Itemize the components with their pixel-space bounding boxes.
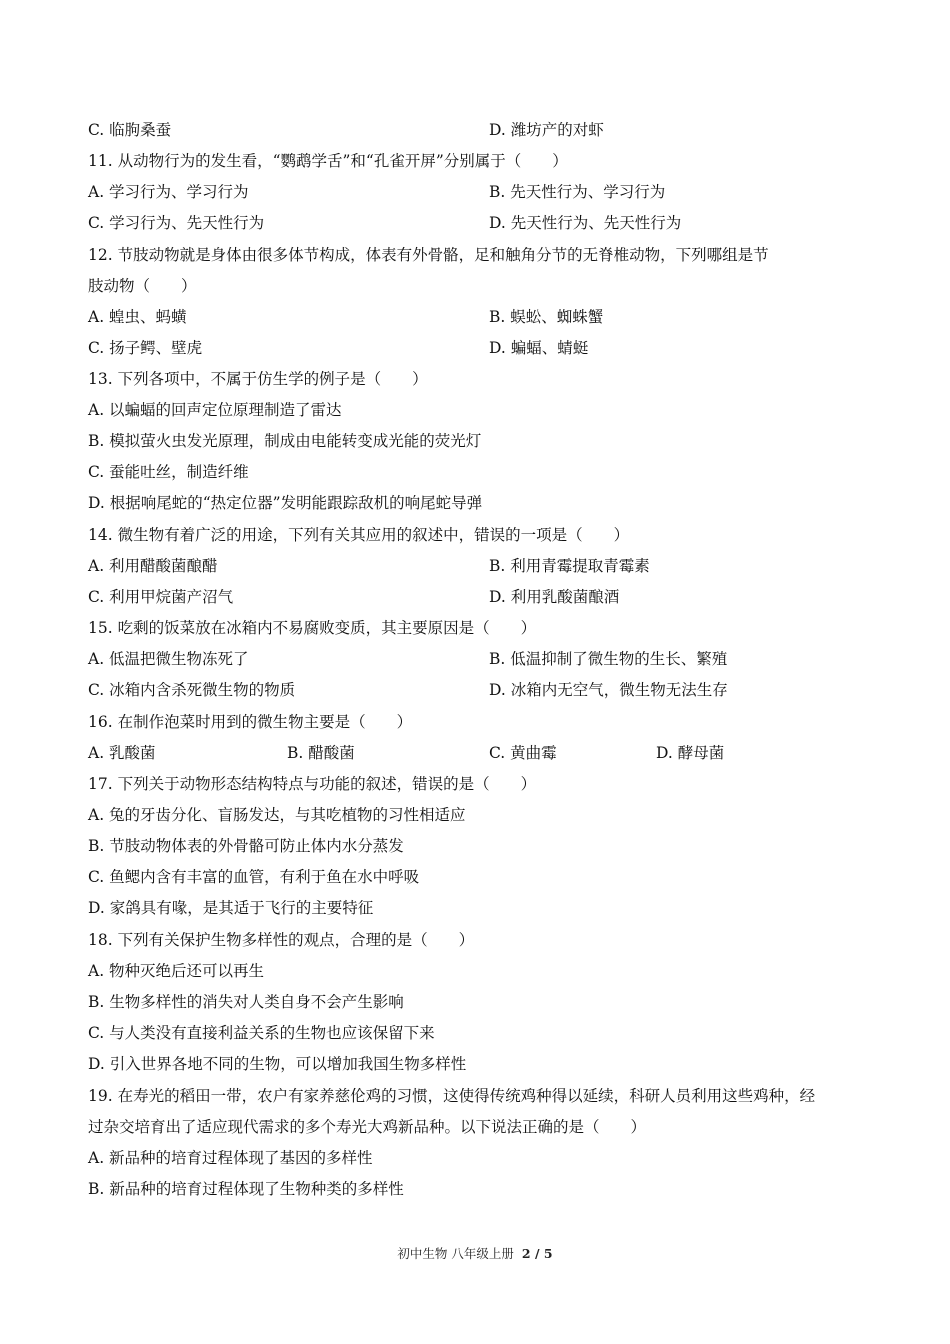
q15-option-d: D. 冰箱内无空气，微生物无法生存 <box>489 681 728 699</box>
q19-option-b: B. 新品种的培育过程体现了生物种类的多样性 <box>88 1180 404 1198</box>
q14-option-c: C. 利用甲烷菌产沼气 <box>88 588 234 606</box>
q13-option-d: D. 根据响尾蛇的“热定位器”发明能跟踪敌机的响尾蛇导弹 <box>88 494 483 512</box>
q13-stem: 13. 下列各项中，不属于仿生学的例子是（ ） <box>88 370 428 388</box>
q16-option-c: C. 黄曲霉 <box>489 744 557 762</box>
q10-option-c: C. 临朐桑蚕 <box>88 121 172 139</box>
q16-option-d: D. 酵母菌 <box>656 744 725 762</box>
q18-option-b: B. 生物多样性的消失对人类自身不会产生影响 <box>88 993 404 1011</box>
q15-option-c: C. 冰箱内含杀死微生物的物质 <box>88 681 296 699</box>
q13-option-b: B. 模拟萤火虫发光原理，制成由电能转变成光能的荧光灯 <box>88 432 482 450</box>
q16-option-b: B. 醋酸菌 <box>287 744 355 762</box>
q17-option-d: D. 家鸽具有喙，是其适于飞行的主要特征 <box>88 899 374 917</box>
q17-stem: 17. 下列关于动物形态结构特点与功能的叙述，错误的是（ ） <box>88 775 537 793</box>
q12-option-d: D. 蝙蝠、蜻蜓 <box>489 339 589 357</box>
q17-option-a: A. 兔的牙齿分化、盲肠发达，与其吃植物的习性相适应 <box>88 806 466 824</box>
q12-option-a: A. 蝗虫、蚂蟥 <box>88 308 187 326</box>
q12-stem-line1: 12. 节肢动物就是身体由很多体节构成，体表有外骨骼，足和触角分节的无脊椎动物，下列哪组是节 <box>88 246 769 264</box>
q18-option-a: A. 物种灭绝后还可以再生 <box>88 962 265 980</box>
q11-stem: 11. 从动物行为的发生看，“鹦鹉学舌”和“孔雀开屏”分别属于（ ） <box>88 152 568 170</box>
q15-stem: 15. 吃剩的饭菜放在冰箱内不易腐败变质，其主要原因是（ ） <box>88 619 537 637</box>
q18-option-c: C. 与人类没有直接利益关系的生物也应该保留下来 <box>88 1024 435 1042</box>
q12-option-c: C. 扬子鳄、壁虎 <box>88 339 203 357</box>
q17-option-c: C. 鱼鳃内含有丰富的血管，有利于鱼在水中呼吸 <box>88 868 420 886</box>
q15-option-b: B. 低温抑制了微生物的生长、繁殖 <box>489 650 728 668</box>
q15-option-a: A. 低温把微生物冻死了 <box>88 650 249 668</box>
q16-option-a: A. 乳酸菌 <box>88 744 156 762</box>
q11-option-c: C. 学习行为、先天性行为 <box>88 214 265 232</box>
q14-stem: 14. 微生物有着广泛的用途，下列有关其应用的叙述中，错误的一项是（ ） <box>88 526 630 544</box>
q17-option-b: B. 节肢动物体表的外骨骼可防止体内水分蒸发 <box>88 837 404 855</box>
page-footer <box>0 1244 950 1262</box>
q11-option-d: D. 先天性行为、先天性行为 <box>489 214 682 232</box>
q18-option-d: D. 引入世界各地不同的生物，可以增加我国生物多样性 <box>88 1055 467 1073</box>
q14-option-a: A. 利用醋酸菌酿醋 <box>88 557 218 575</box>
q14-option-b: B. 利用青霉提取青霉素 <box>489 557 650 575</box>
q18-stem: 18. 下列有关保护生物多样性的观点，合理的是（ ） <box>88 931 475 949</box>
q19-stem-line1: 19. 在寿光的稻田一带，农户有家养慈伦鸡的习惯，这使得传统鸡种得以延续，科研人员利用这些鸡种，经 <box>88 1087 816 1105</box>
q16-stem: 16. 在制作泡菜时用到的微生物主要是（ ） <box>88 713 413 731</box>
q13-option-a: A. 以蝙蝠的回声定位原理制造了雷达 <box>88 401 342 419</box>
q13-option-c: C. 蚕能吐丝，制造纤维 <box>88 463 249 481</box>
q10-option-d: D. 潍坊产的对虾 <box>489 121 604 139</box>
q12-option-b: B. 蜈蚣、蜘蛛蟹 <box>489 308 604 326</box>
page-number: 2 / 5 <box>521 1246 553 1261</box>
q11-option-b: B. 先天性行为、学习行为 <box>489 183 666 201</box>
footer-text: 初中生物 八年级上册 <box>397 1246 514 1261</box>
q19-stem-line2: 过杂交培育出了适应现代需求的多个寿光大鸡新品种。以下说法正确的是（ ） <box>88 1118 647 1136</box>
q19-option-a: A. 新品种的培育过程体现了基因的多样性 <box>88 1149 373 1167</box>
q14-option-d: D. 利用乳酸菌酿酒 <box>489 588 620 606</box>
q11-option-a: A. 学习行为、学习行为 <box>88 183 249 201</box>
q12-stem-line2: 肢动物（ ） <box>88 277 197 295</box>
